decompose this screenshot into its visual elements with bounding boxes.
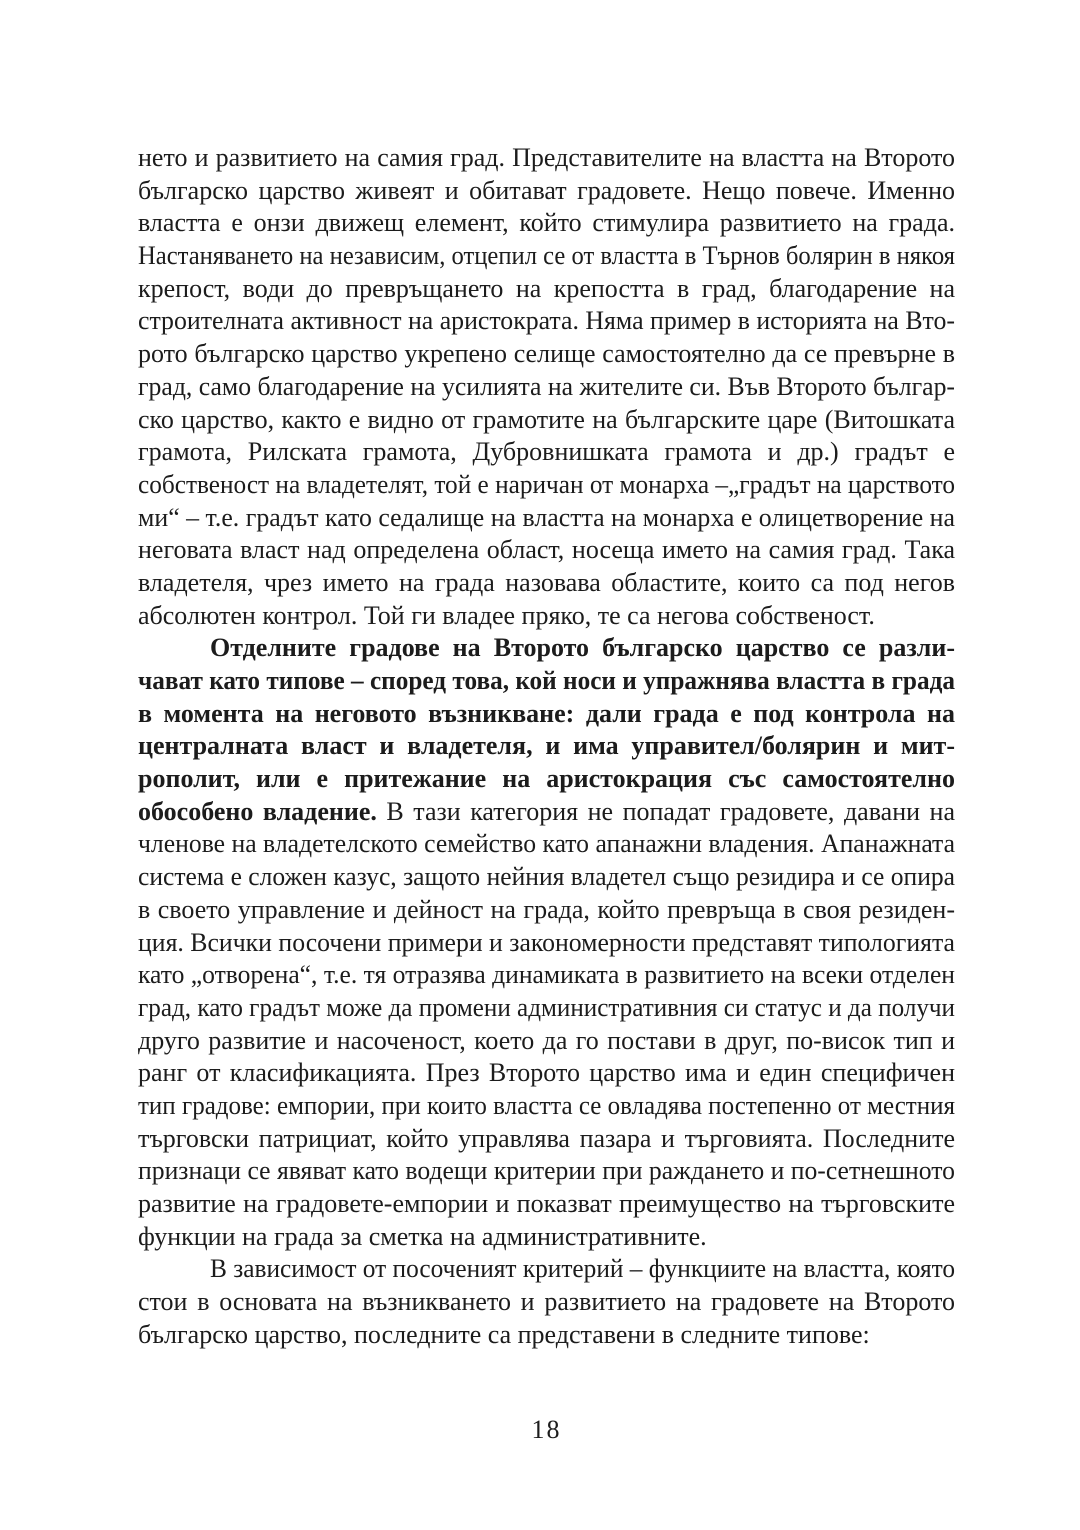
text-line: в своето управление и дейност на града, който превръща в своя резиден- (138, 894, 955, 924)
text-line: крепост, води до превръщането на крепостта в град, благодарение на (138, 273, 955, 303)
text-line: ско царство, както е видно от грамотите на българските царе (Витошката (138, 404, 955, 434)
text-line: като „отворена“, т.е. тя отразява динамиката в развитието на всеки отделен (138, 960, 955, 990)
text-line: собственост на владетелят, той е наричан от монарха –„градът на царството (138, 469, 955, 499)
text-line: българско царство, последните са представени в следните типове: (138, 1319, 870, 1349)
paragraph-1 (138, 142, 955, 632)
text-line: ми“ – т.е. градът като седалище на властта на монарха е олицетворение на (138, 502, 955, 532)
text-line: властта е онзи движещ елемент, който стимулира развитието на града. (138, 208, 955, 238)
text-line: Настаняването на независим, отцепил се от властта в Търнов болярин в някоя (138, 241, 955, 271)
text-line: ция. Всички посочени примери и закономерности представят типологията (138, 927, 955, 957)
text-line: нето и развитието на самия град. Представителите на властта на Второто (138, 143, 955, 172)
text-line: функции на града за сметка на административните. (138, 1221, 707, 1251)
bold-text: обособено владение. (138, 796, 377, 826)
paragraph-3 (138, 1253, 955, 1351)
bold-text-line: чават като типове – според това, кой носи и упражнява властта в града (138, 666, 955, 695)
regular-text: В тази категория не попадат градовете, давани на (386, 796, 955, 826)
text-line: тип градове: емпории, при които властта се овладява постепенно от местния (138, 1090, 955, 1120)
text-line: търговски патрициат, който управлява пазара и търговията. Последните (138, 1123, 955, 1153)
text-line: грамота, Рилската грамота, Дубровнишката грамота и др.) градът е (138, 437, 955, 467)
text-line: развитие на градовете-емпории и показват преимущество на търговските (138, 1189, 955, 1218)
bold-text-line: Отделните градове на Второто българско царство се разли- (210, 633, 955, 663)
text-line: владетеля, чрез името на града назовава областите, които са под негов (138, 567, 955, 597)
bold-text-line: в момента на неговото възникване: дали града е под контрола на (138, 698, 955, 728)
text-line: В зависимост от посоченият критерий – функциите на властта, която (210, 1254, 955, 1284)
text-line: неговата власт над определена област, носеща името на самия град. Така (138, 535, 955, 565)
text-line: система е сложен казус, защото нейния владетел също резидира и се опира (138, 862, 955, 892)
page-number: 18 (531, 1415, 562, 1444)
text-line: членове на владетелското семейство като апанажни владения. Апанажната (138, 829, 955, 859)
paragraph-2 (138, 632, 955, 1253)
bold-text-line: централната власт и владетеля, и има управител/болярин и мит- (138, 731, 955, 761)
text-body (138, 142, 955, 1351)
text-line: абсолютен контрол. Той ги владее пряко, те са негова собственост. (138, 600, 875, 630)
text-line: признаци се явяват като водещи критерии при раждането и по-сетнешното (138, 1156, 955, 1186)
text-line: друго развитие и насоченост, което да го постави в друг, по-висок тип и (138, 1025, 955, 1055)
text-line: град, само благодарение на усилията на жителите си. Във Второто българ- (138, 371, 955, 401)
text-line: строителната активност на аристократа. Няма пример в историята на Вто- (138, 306, 955, 336)
text-line: българско царство живеят и обитават градовете. Нещо повече. Именно (138, 175, 955, 205)
text-line: град, като градът може да промени административния си статус и да получи (138, 992, 955, 1022)
bold-text-line: рополит, или е притежание на аристокрация със самостоятелно (138, 764, 955, 794)
text-line: ранг от класификацията. През Второто царство има и един специфичен (138, 1058, 955, 1088)
text-line (138, 796, 955, 829)
text-line: стои в основата на възникването и развитието на градовете на Второто (138, 1287, 955, 1317)
text-line: рото българско царство укрепено селище самостоятелно да се превърне в (138, 339, 955, 369)
